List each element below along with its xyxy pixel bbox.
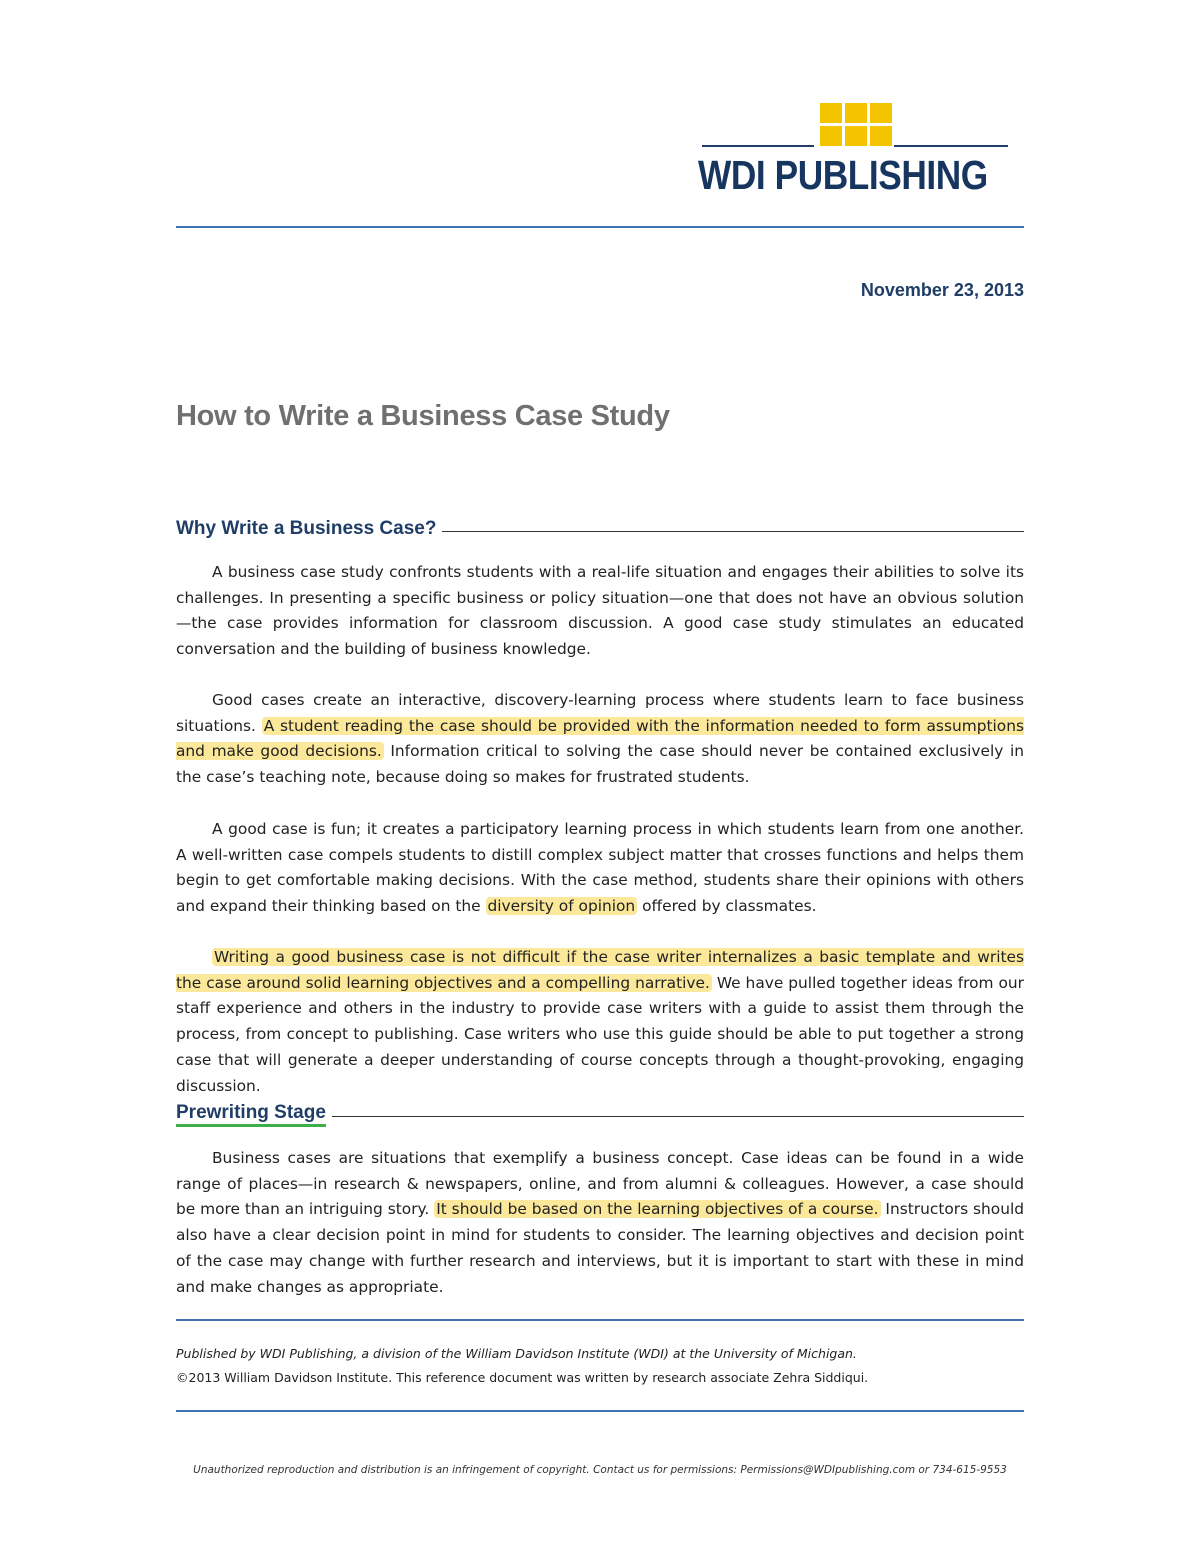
section-heading-label: Why Write a Business Case? — [176, 518, 437, 539]
wdi-logo-grid-icon — [820, 103, 892, 146]
section-heading-label: Prewriting Stage — [176, 1102, 326, 1127]
copyright-note: ©2013 William Davidson Institute. This reference document was written by research associate Zehra Siddiqui. — [176, 1370, 869, 1385]
highlighted-text: Writing a good business case is not difficult if the case writer internalizes a basic template and writes the case around solid learning objectives and a compelling narrative. — [176, 948, 1024, 992]
logo-rule-right — [894, 145, 1008, 147]
header-divider — [176, 226, 1024, 228]
footer-divider-top — [176, 1319, 1024, 1321]
paragraph: A business case study confronts students with a real-life situation and engages their abilities to solve its challenges. In presenting a specific business or policy situation—one that does not have an obvious solution—the case provides information for classroom discussion. A good case study stimulates an educated conversation and the building of business knowledge. — [176, 563, 1024, 659]
page-title: How to Write a Business Case Study — [176, 400, 670, 432]
section-heading-why — [176, 516, 1024, 542]
logo-wordmark: WDI PUBLISHING — [698, 152, 988, 198]
highlighted-text: diversity of opinion — [487, 897, 636, 916]
logo-rule-left — [702, 145, 814, 147]
paragraph: Good cases create an interactive, discovery-learning process where students learn to face business situations. A student reading the case should be provided with the information needed to form assumptions and make good decisions. Information critical to solving the case should never be contained exclusively in the case’s teaching note, because doing so makes for frustrated students. — [176, 691, 1024, 787]
highlighted-text: It should be based on the learning objectives of a course. — [436, 1200, 879, 1219]
paragraph: A good case is fun; it creates a participatory learning process in which students learn from one another. A well-written case compels students to distill complex subject matter that crosses functions and helps them begin to get comfortable making decisions. With the case method, students share their opinions with others and expand their thinking based on the diversity of opinion offered by classmates. — [176, 820, 1024, 916]
document-date: November 23, 2013 — [860, 280, 1024, 300]
paragraph: Business cases are situations that exemplify a business concept. Case ideas can be found in a wide range of places—in research & newspapers, online, and from alumni & colleagues. However, a case should be more than an intriguing story. It should be based on the learning objectives of a course. Instructors should also have a clear decision point in mind for students to consider. The learning objectives and decision point of the case may change with further research and interviews, but it is important to start with these in mind and make changes as appropriate. — [176, 1149, 1024, 1296]
section-heading-rule — [442, 531, 1024, 532]
footer-divider-bottom — [176, 1410, 1024, 1412]
copyright-footer: Unauthorized reproduction and distribution is an infringement of copyright. Contact us for permissions: Permissions@WDIpublishing.com or 734-615-9553 — [193, 1464, 1007, 1476]
highlighted-text: A student reading the case should be provided with the information needed to form assumptions and make good decisions. — [176, 716, 1024, 761]
section-heading-prewriting — [176, 1101, 1024, 1127]
section-heading-rule — [332, 1116, 1024, 1117]
paragraph: Writing a good business case is not difficult if the case writer internalizes a basic template and writes the case around solid learning objectives and a compelling narrative. We have pulled together ideas from our staff experience and others in the industry to provide case writers with a guide to assist them through the process, from concept to publishing. Case writers who use this guide should be able to put together a strong case that will generate a deeper understanding of course concepts through a thought-provoking, engaging discussion. — [176, 948, 1024, 1095]
publisher-note: Published by WDI Publishing, a division of the William Davidson Institute (WDI) at the University of Michigan. — [176, 1346, 857, 1361]
